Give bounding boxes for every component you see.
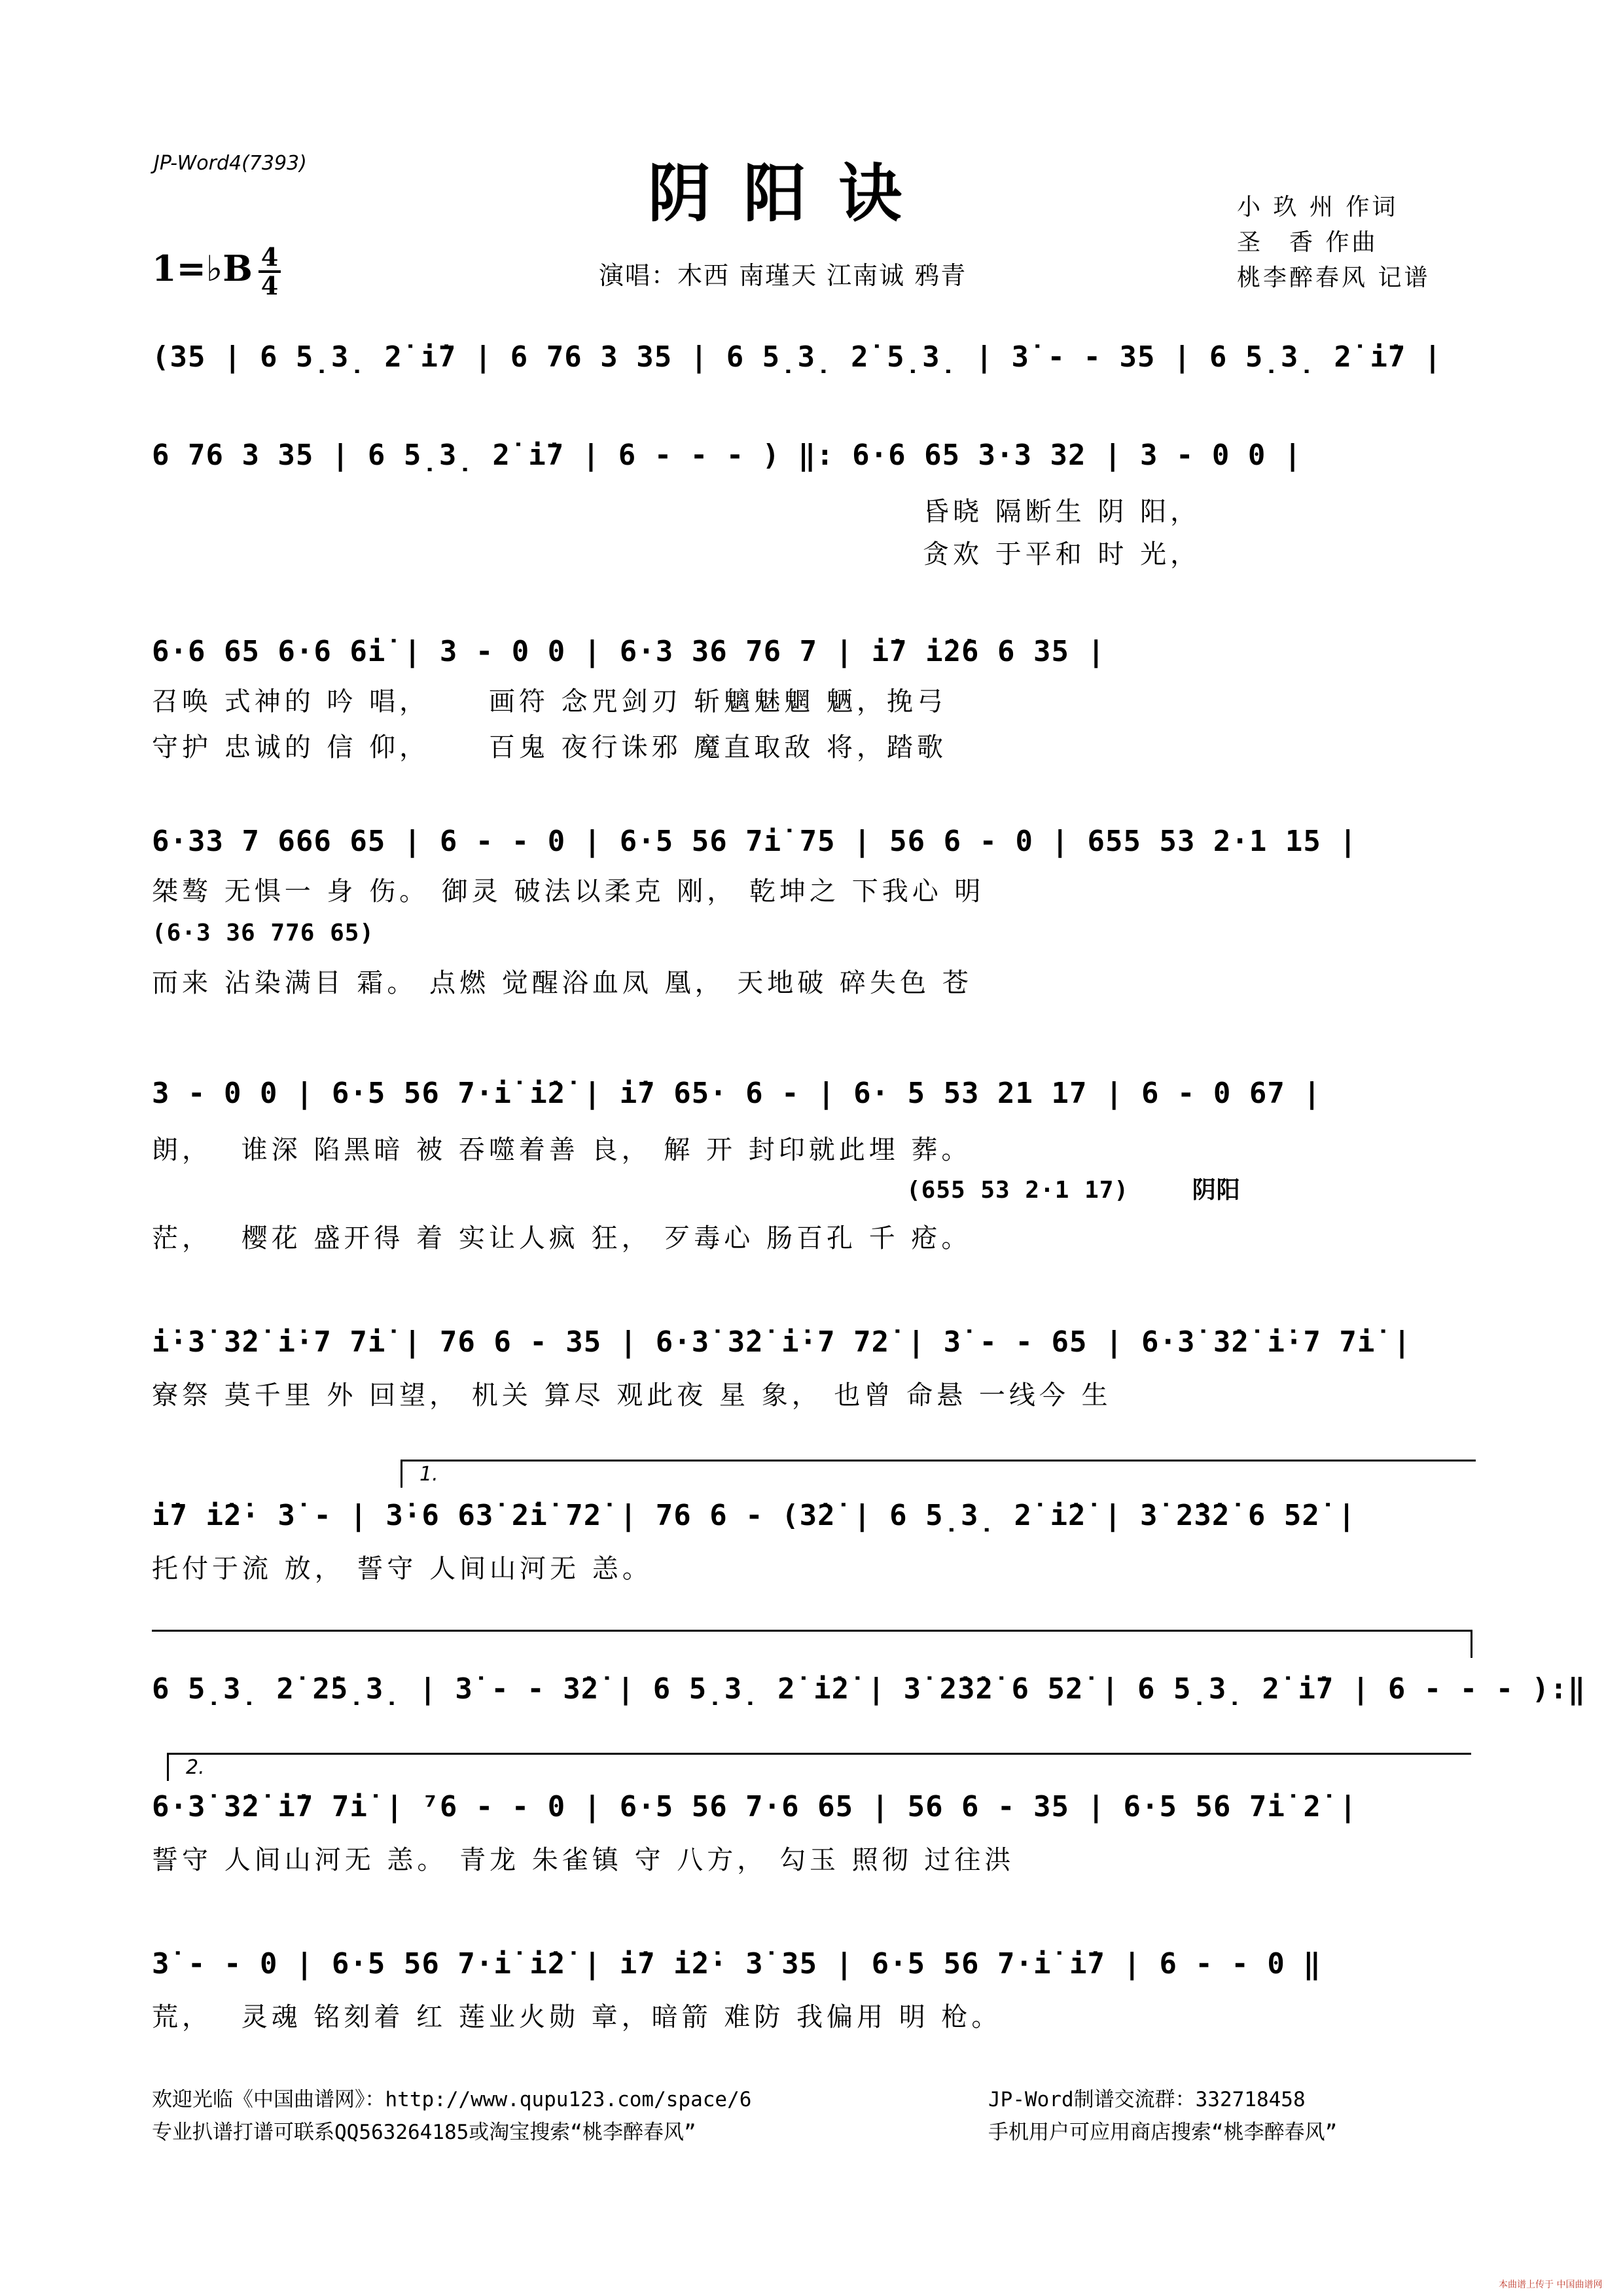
credit-transcriber: 桃李醉春风 记谱 bbox=[1237, 264, 1431, 291]
score-system-10 bbox=[152, 1947, 1467, 1981]
lyrics-line: 寮祭 莫千里 外 回望， 机关 算尽 观此夜 星 象， 也曾 命悬 一线今 生 bbox=[152, 1380, 1112, 1410]
lyrics-line: 荒， 灵魂 铭刻着 红 莲业火勋 章，暗箭 难防 我偏用 明 枪。 bbox=[152, 2002, 1002, 2032]
score-system-9 bbox=[152, 1790, 1467, 1823]
score-system-3 bbox=[152, 635, 1467, 668]
song-title: 阴阳诀 bbox=[648, 156, 935, 230]
lyrics-line: (6·3 36 776 65) bbox=[152, 920, 375, 946]
score-system-4 bbox=[152, 825, 1467, 858]
performers: 演唱：木西 南瑾天 江南诚 鸦青 bbox=[599, 261, 967, 290]
volta-bracket-1 bbox=[401, 1460, 1476, 1488]
score-system-6 bbox=[152, 1325, 1467, 1359]
footer-contact: 专业扒谱打谱可联系QQ563264185或淘宝搜索“桃李醉春风” bbox=[152, 2121, 696, 2144]
lyrics-line: (655 53 2·1 17) 阴阳 bbox=[906, 1177, 1241, 1204]
notation-line: i̇·3̇ 3̇2̇ i̇·7 7i̇ | 76 6 - 35 | 6·3̇ 3̇2̇ i̇·7 72̇ | 3̇ - - 65 | 6·3̇ 3̇2̇ i̇·7 7i̇ | bbox=[152, 1325, 1412, 1359]
time-signature bbox=[259, 242, 281, 300]
volta-bracket-1-continued bbox=[152, 1630, 1472, 1658]
lyrics-line: 托付于流 放， 誓守 人间山河无 恙。 bbox=[152, 1554, 652, 1584]
volta-bracket-2 bbox=[167, 1753, 1471, 1781]
score-system-2 bbox=[152, 439, 1467, 472]
footer-website: 欢迎光临《中国曲谱网》：http://www.qupu123.com/space/6 bbox=[152, 2088, 752, 2111]
notation-line: (35 | 6 5̣3̣ 2̇ i̇7 | 6 76 3 35 | 6 5̣3̣ 2̇ 5̣3̣ | 3̇ - - 35 | 6 5̣3̣ 2̇ i̇7 | bbox=[152, 340, 1442, 374]
lyrics-line: 召唤 式神的 吟 唱， 画符 念咒剑刃 斩魑魅魍 魉，挽弓 bbox=[152, 687, 948, 717]
lyrics-line: 朗， 谁深 陷黑暗 被 吞噬着善 良， 解 开 封印就此埋 葬。 bbox=[152, 1135, 972, 1165]
notation-line: 6·33 7 666 65 | 6 - - 0 | 6·5 56 7i̇ 75 | 56 6 - 0 | 655 53 2·1 15 | bbox=[152, 825, 1357, 858]
score-system-5 bbox=[152, 1077, 1467, 1110]
lyrics-line: 守护 忠诚的 信 仰， 百鬼 夜行诛邪 魔直取敌 将，踏歌 bbox=[152, 732, 948, 762]
lyrics-line: 贪欢 于平和 时 光， bbox=[923, 539, 1201, 569]
lyrics-line: 誓守 人间山河无 恙。 青龙 朱雀镇 守 八方， 勾玉 照彻 过往洪 bbox=[152, 1845, 1015, 1875]
score-system-1 bbox=[152, 340, 1467, 374]
lyrics-line: 而来 沾染满目 霜。 点燃 觉醒浴血凤 凰， 天地破 碎失色 苍 bbox=[152, 968, 972, 998]
volta-label: 2. bbox=[186, 1756, 205, 1779]
key-label: 1=♭B bbox=[152, 247, 253, 289]
notation-line: 6·3̇ 3̇2̇ i̇7 7i̇ | ⁷6 - - 0 | 6·5 56 7·6 65 | 56 6 - 35 | 6·5 56 7i̇ 2̇ | bbox=[152, 1790, 1357, 1823]
notation-line: 3 - 0 0 | 6·5 56 7·i̇ i̇2̇ | i̇7 65· 6 - | 6· 5 53 21 17 | 6 - 0 67 | bbox=[152, 1077, 1321, 1110]
credit-composer: 圣 香 作曲 bbox=[1237, 229, 1378, 256]
credits bbox=[1237, 190, 1430, 296]
notation-line: 3̇ - - 0 | 6·5 56 7·i̇ i̇2̇ | i̇7 i̇2̇· 3̇ 35 | 6·5 56 7·i̇ i̇7 | 6 - - 0 ‖ bbox=[152, 1947, 1321, 1981]
notation-line: 6 5̣3̣ 2̇ 2̇5̣3̣ | 3̇ - - 3̇2̇ | 6 5̣3̣ 2̇ i̇2̇ | 3̇ 2̇3̇2̇ 6 52̇ | 6 5̣3̣ 2̇ i̇7 | 6 - - - ):‖ bbox=[152, 1672, 1586, 1706]
software-tag: JP-Word4(7393) bbox=[154, 152, 307, 175]
credit-lyricist: 小 玖 州 作词 bbox=[1237, 194, 1399, 221]
lyrics-line: 桀骜 无惧一 身 伤。 御灵 破法以柔克 刚， 乾坤之 下我心 明 bbox=[152, 876, 985, 906]
notation-line: 6·6 65 6·6 6i̇ | 3 - 0 0 | 6·3 36 76 7 | i̇7 i̇2̇6 6 35 | bbox=[152, 635, 1105, 668]
notation-line: 6 76 3 35 | 6 5̣3̣ 2̇ i̇7 | 6 - - - ) ‖: 6·6 65 3·3 32 | 3 - 0 0 | bbox=[152, 439, 1302, 472]
watermark: 本曲谱上传于 中国曲谱网 bbox=[1499, 2280, 1603, 2290]
footer-app: 手机用户可应用商店搜索“桃李醉春风” bbox=[988, 2121, 1338, 2144]
time-top: 4 bbox=[260, 242, 279, 272]
lyrics-line: 茫， 樱花 盛开得 着 实让人疯 狂， 歹毒心 肠百孔 千 疮。 bbox=[152, 1223, 972, 1253]
footer-group: JP-Word制谱交流群：332718458 bbox=[988, 2088, 1306, 2111]
lyrics-line: 昏晓 隔断生 阴 阳， bbox=[923, 497, 1201, 527]
score-system-8 bbox=[152, 1672, 1586, 1706]
key-signature bbox=[152, 247, 253, 289]
notation-line: i̇7 i̇2̇· 3̇ - | 3̇·6 63̇ 2̇i̇ 72̇ | 76 6 - (3̇2̇ | 6 5̣3̣ 2̇ i̇2̇ | 3̇ 2̇3̇2̇ 6 52̇ | bbox=[152, 1499, 1356, 1532]
volta-label: 1. bbox=[419, 1463, 438, 1486]
time-bottom: 4 bbox=[260, 271, 279, 300]
score-system-7 bbox=[152, 1499, 1467, 1532]
